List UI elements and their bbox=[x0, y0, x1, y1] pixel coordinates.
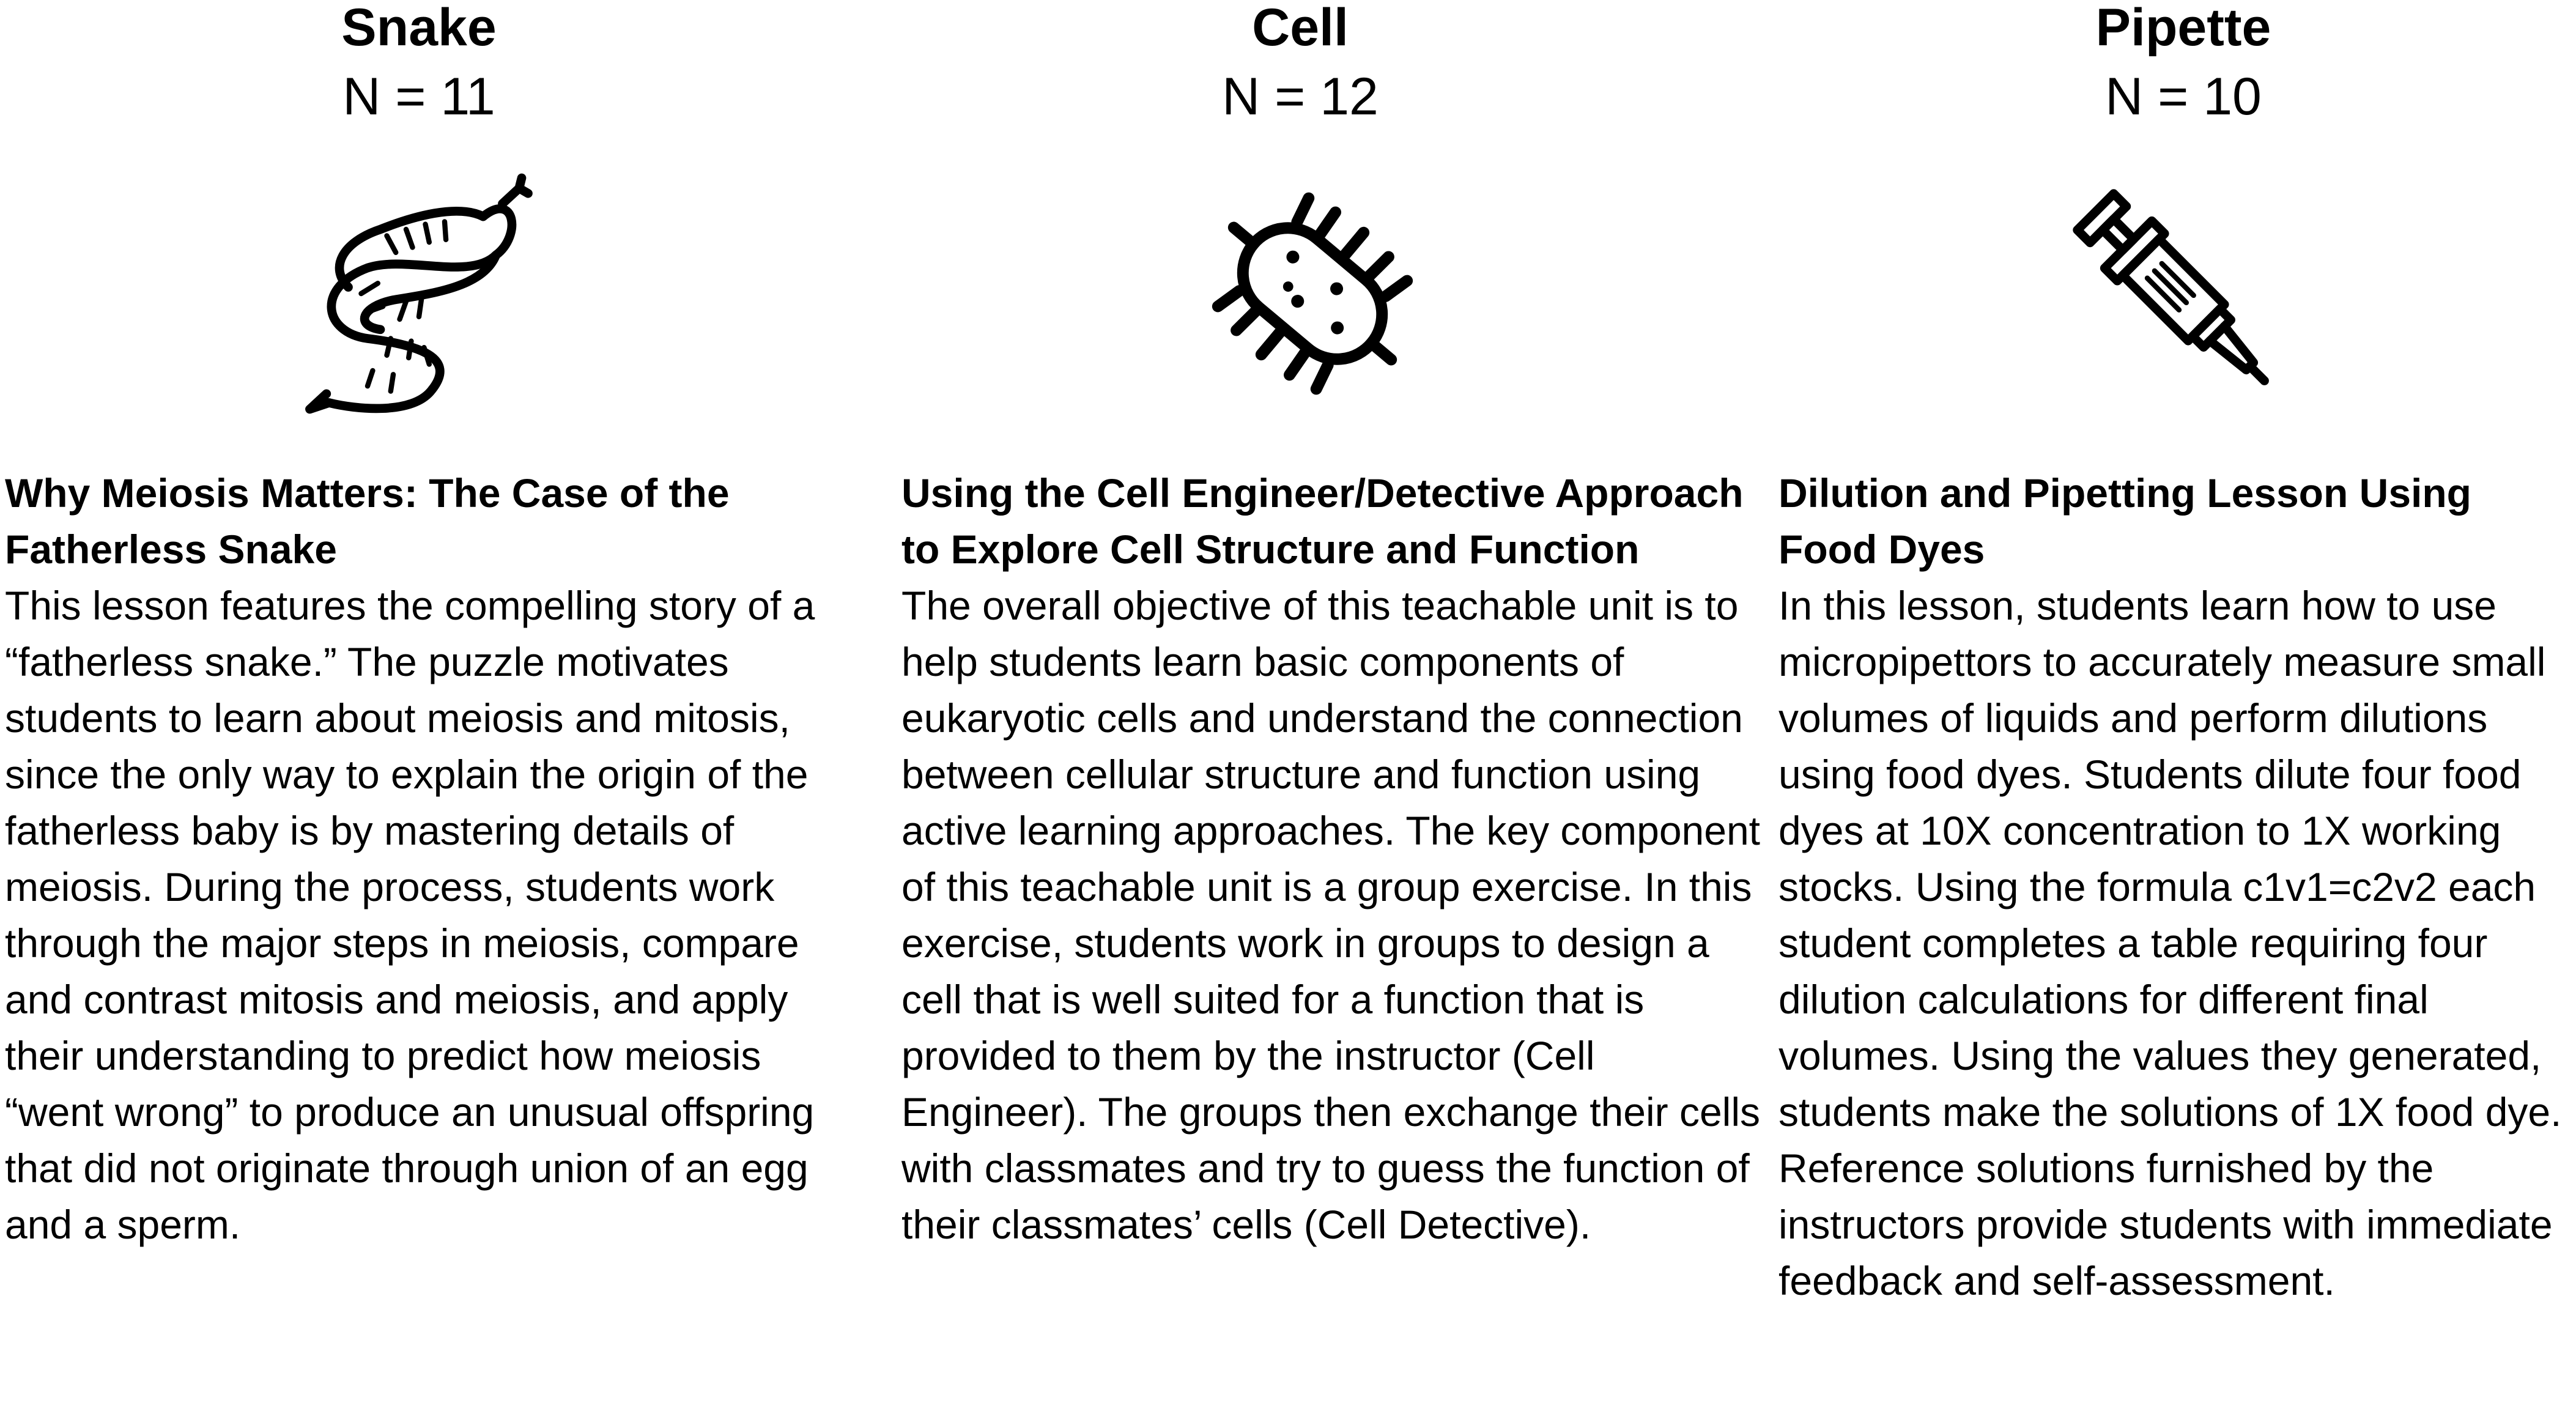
lesson-title: Dilution and Pipetting Lesson Using Food Dyes bbox=[1778, 470, 2471, 572]
column-title: Pipette bbox=[2095, 0, 2271, 57]
lesson-description bbox=[5, 465, 832, 1253]
cell-icon bbox=[1184, 165, 1441, 422]
column-header bbox=[1774, 0, 2576, 127]
lesson-body: In this lesson, students learn how to use micropipettors to accurately measure small volumes of liquids and perform dilutions using food dyes. Students dilute four food dyes at 10X concentration to 1X working stocks. Using the formula c1v1=c2v2 each student completes a table requiring four dilution calculations for different final volumes. Using the values they generated, students make the solutions of 1X food dye. Reference solutions furnished by the instructors provide students with immediate feedback and self-assessment. bbox=[1778, 583, 2562, 1303]
lesson-title: Using the Cell Engineer/Detective Approach to Explore Cell Structure and Function bbox=[901, 470, 1744, 572]
pipette-icon bbox=[2049, 165, 2306, 422]
lesson-description bbox=[1778, 465, 2576, 1309]
sample-count: N = 11 bbox=[342, 67, 495, 126]
lesson-column-snake bbox=[0, 0, 832, 1247]
sample-count: N = 10 bbox=[2105, 67, 2262, 126]
lesson-body: The overall objective of this teachable unit is to help students learn basic components of eukaryotic cells and understand the connection between cellular structure and function using active learning approaches. The key component of this teachable unit is a group exercise. In this exercise, students work in groups to design a cell that is well suited for a function that is provided to them by the instructor (Cell Engineer). The groups then exchange their cells with classmates and try to guess the function of their classmates’ cells (Cell Detective). bbox=[901, 583, 1760, 1247]
lesson-column-pipette bbox=[1774, 0, 2576, 1303]
lesson-description bbox=[901, 465, 1765, 1253]
lesson-column-cell bbox=[897, 0, 1765, 1247]
column-header bbox=[897, 0, 1704, 127]
column-title: Cell bbox=[1252, 0, 1349, 57]
snake-icon bbox=[291, 165, 547, 422]
column-title: Snake bbox=[341, 0, 497, 57]
column-header bbox=[0, 0, 838, 127]
sample-count: N = 12 bbox=[1222, 67, 1379, 126]
lesson-body: This lesson features the compelling story of a “fatherless snake.” The puzzle motivates students to learn about meiosis and mitosis, since the only way to explain the origin of the fatherless baby is by mastering details of meiosis. During the process, students work through the major steps in meiosis, compare and contrast mitosis and meiosis, and apply their understanding to predict how meiosis “went wrong” to produce an unusual offspring that did not originate through union of an egg and a sperm. bbox=[5, 583, 815, 1247]
lesson-title: Why Meiosis Matters: The Case of the Fatherless Snake bbox=[5, 470, 730, 572]
